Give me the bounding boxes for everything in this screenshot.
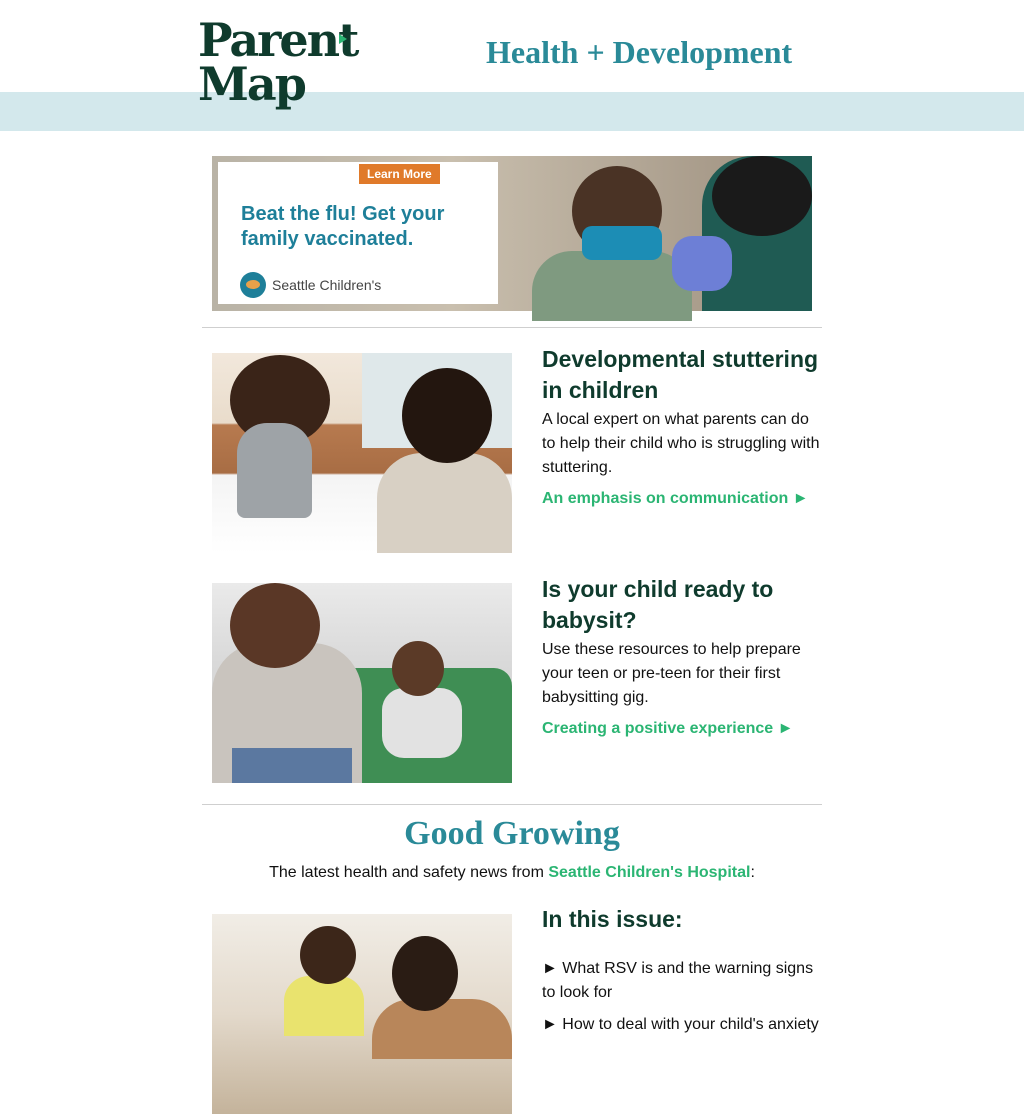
divider: [202, 804, 822, 805]
ad-brand: [240, 272, 381, 298]
ad-headline: Beat the flu! Get your family vaccinated.: [241, 203, 445, 250]
issue-item[interactable]: ► What RSV is and the warning signs to look for: [542, 960, 814, 1001]
article-card: [212, 344, 824, 554]
email-header: [0, 0, 1024, 131]
issue-title: In this issue:: [542, 906, 683, 932]
issue-body: [542, 904, 824, 1045]
ad-brand-name: Seattle Children's: [272, 277, 382, 293]
article-image[interactable]: [212, 583, 512, 783]
issue-list: [542, 957, 824, 1037]
issue-item[interactable]: ► How to deal with your child's anxiety: [542, 1016, 819, 1033]
section-title: Health + Development: [486, 34, 793, 70]
article-card: [212, 574, 824, 784]
intro-punctuation: :: [750, 864, 755, 881]
logo-arrow-icon: [339, 34, 347, 44]
header-band: [0, 92, 1024, 131]
newsletter-card: [212, 904, 824, 1033]
article-description: Use these resources to help prepare your teen or pre-teen for their first babysitting gig.: [542, 641, 801, 706]
vaccination-photo: [512, 156, 812, 311]
ad-banner[interactable]: [212, 156, 812, 311]
article-link[interactable]: Creating a positive experience ►: [542, 720, 794, 737]
good-growing-title: Good Growing: [404, 815, 620, 852]
good-growing-intro: [0, 862, 1024, 884]
article-image[interactable]: [212, 353, 512, 553]
article-body: [542, 344, 824, 508]
parentmap-logo[interactable]: [198, 13, 358, 111]
logo-line-2: Map: [198, 57, 305, 111]
newsletter-image[interactable]: [212, 914, 512, 1114]
divider: [202, 327, 822, 328]
logo-line-1: Parent: [198, 13, 358, 67]
article-body: [542, 574, 824, 738]
article-link[interactable]: An emphasis on communication ►: [542, 490, 809, 507]
article-title[interactable]: Is your child ready to babysit?: [542, 576, 774, 633]
article-title[interactable]: Developmental stuttering in children: [542, 346, 819, 403]
intro-text: The latest health and safety news from: [269, 864, 549, 881]
seattle-childrens-link[interactable]: Seattle Children's Hospital: [548, 864, 751, 881]
ad-card: [218, 162, 498, 304]
article-description: A local expert on what parents can do to help their child who is struggling with stuttering.: [542, 411, 820, 476]
seattle-childrens-logo-icon: [240, 272, 266, 298]
learn-more-button[interactable]: Learn More: [359, 164, 440, 184]
